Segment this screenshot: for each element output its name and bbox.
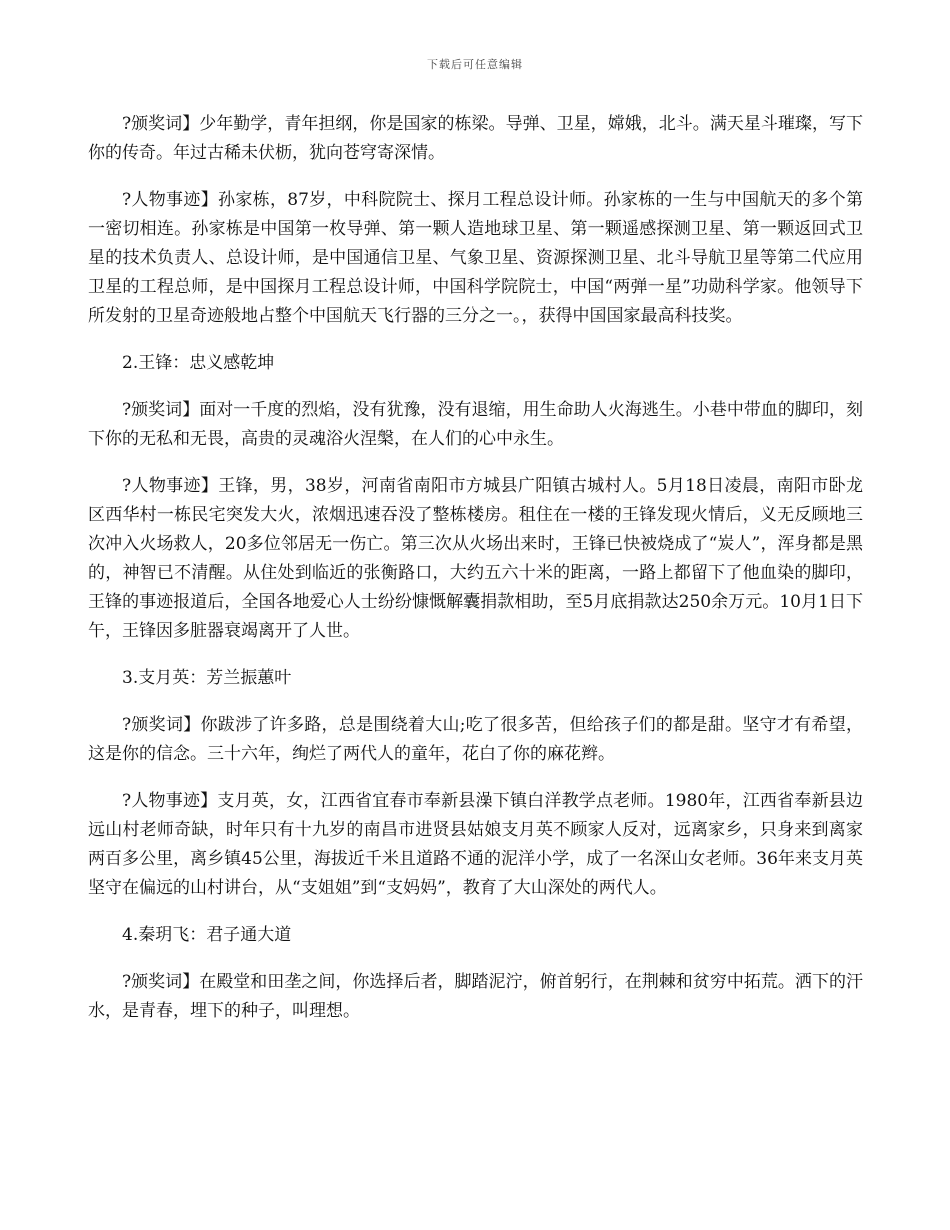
section-heading: 3.支月英：芳兰振蕙叶 <box>122 668 292 688</box>
page-header: 下载后可任意编辑 <box>427 58 523 71</box>
award-speech-paragraph: ?颁奖词】你跋涉了许多路，总是围绕着大山;吃了很多苦，但给孩子们的都是甜。坚守才有希望，这是你的信念。三十六年，绚烂了两代人的童年，花白了你的麻花辫。 <box>88 715 863 764</box>
deeds-paragraph: ?人物事迹】王锋，男，38岁，河南省南阳市方城县广阳镇古城村人。5月18日凌晨，南阳市卧龙区西华村一栋民宅突发大火，浓烟迅速吞没了整栋楼房。租住在一楼的王锋发现火情后，义无反顾地三次冲入火场救人，20多位邻居无一伤亡。第三次从火场出来时，王锋已快被烧成了“炭人”，浑身都是黑的，神智已不清醒。从住处到临近的张衡路口，大约五六十米的距离，一路上都留下了他血染的脚印，王锋的事迹报道后，全国各地爱心人士纷纷慷慨解囊捐款相助，至5月底捐款达250余万元。10月1日下午，王锋因多脏器衰竭离开了人世。 <box>88 476 863 641</box>
award-speech-paragraph: ?颁奖词】在殿堂和田垄之间，你选择后者，脚踏泥泞，俯首躬行，在荆棘和贫穷中拓荒。洒下的汗水，是青春，埋下的种子，叫理想。 <box>88 972 863 1021</box>
section-heading: 4.秦玥飞：君子通大道 <box>122 925 292 945</box>
section-heading: 2.王锋：忠义感乾坤 <box>122 353 275 373</box>
deeds-paragraph: ?人物事迹】孙家栋，87岁，中科院院士、探月工程总设计师。孙家栋的一生与中国航天的多个第一密切相连。孙家栋是中国第一枚导弹、第一颗人造地球卫星、第一颗遥感探测卫星、第一颗返回式卫星的技术负责人、总设计师，是中国通信卫星、气象卫星、资源探测卫星、北斗导航卫星等第二代应用卫星的工程总师，是中国探月工程总设计师，中国科学院院士，中国“两弹一星”功勋科学家。他领导下所发射的卫星奇迹般地占整个中国航天飞行器的三分之一。，获得中国国家最高科技奖。 <box>88 190 863 326</box>
award-speech-paragraph: ?颁奖词】面对一千度的烈焰，没有犹豫，没有退缩，用生命助人火海逃生。小巷中带血的脚印，刻下你的无私和无畏，高贵的灵魂浴火涅槃，在人们的心中永生。 <box>88 400 863 449</box>
award-speech-paragraph: ?颁奖词】少年勤学，青年担纲，你是国家的栋梁。导弹、卫星，嫦娥，北斗。满天星斗璀璨，写下你的传奇。年过古稀未伏枥，犹向苍穹寄深情。 <box>88 114 863 163</box>
deeds-paragraph: ?人物事迹】支月英，女，江西省宜春市奉新县澡下镇白洋教学点老师。1980年，江西省奉新县边远山村老师奇缺，时年只有十九岁的南昌市进贤县姑娘支月英不顾家人反对，远离家乡，只身来到离家两百多公里，离乡镇45公里，海拔近千米且道路不通的泥洋小学，成了一名深山女老师。36年来支月英坚守在偏远的山村讲台，从“支姐姐”到“支妈妈”，教育了大山深处的两代人。 <box>88 791 863 898</box>
document-body <box>88 110 863 1044</box>
